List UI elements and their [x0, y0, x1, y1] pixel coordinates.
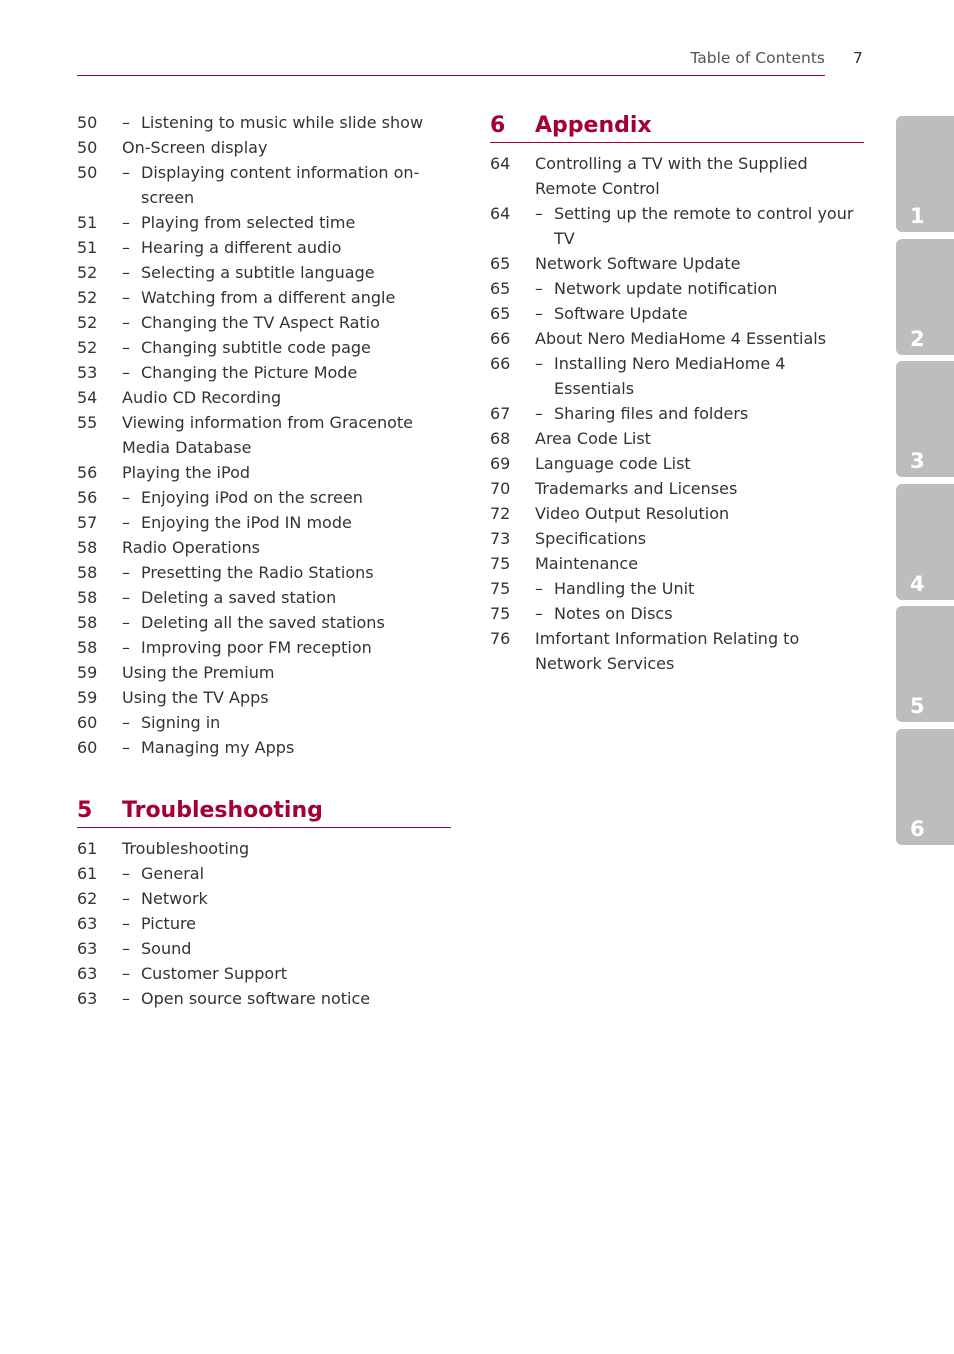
toc-entry-title: [122, 836, 451, 861]
toc-entry-page: 57: [77, 513, 98, 532]
toc-entry-page: 51: [77, 238, 98, 257]
toc-entry-label: Watching from a different angle: [141, 288, 396, 307]
sub-entry-dash: –: [122, 588, 130, 607]
toc-entry-title: [122, 710, 451, 735]
toc-entry-label: Specifications: [535, 529, 647, 548]
toc-entry-page: 51: [77, 213, 98, 232]
toc-entry-label: Installing Nero MediaHome 4 Essentials: [554, 354, 786, 398]
toc-entry-page: 61: [77, 839, 98, 858]
sub-entry-dash: –: [122, 288, 130, 307]
sub-entry-dash: –: [122, 889, 130, 908]
toc-entry-title: [122, 385, 451, 410]
toc-entry-page: 53: [77, 363, 98, 382]
toc-entry-title: [122, 635, 451, 660]
toc-entry-label: Handling the Unit: [554, 579, 695, 598]
toc-entry-page: 67: [490, 404, 511, 423]
toc-entry[interactable]: [77, 936, 451, 961]
toc-entry[interactable]: [77, 861, 451, 886]
toc-entry-page: 64: [490, 204, 511, 223]
toc-entry-page: 73: [490, 529, 511, 548]
toc-entry-page: 75: [490, 554, 511, 573]
toc-entry[interactable]: [77, 660, 451, 685]
toc-entry[interactable]: [77, 235, 451, 260]
toc-entry[interactable]: [77, 710, 451, 735]
toc-entry-label: Maintenance: [535, 554, 639, 573]
sub-entry-dash: –: [535, 404, 543, 423]
toc-entry[interactable]: [77, 535, 451, 560]
toc-entry[interactable]: [490, 276, 864, 301]
toc-entry[interactable]: [77, 485, 451, 510]
toc-entry-page: 58: [77, 613, 98, 632]
toc-entry[interactable]: [490, 626, 864, 676]
toc-entry-title: [535, 451, 864, 476]
toc-entry-label: Displaying content information on-screen: [141, 163, 420, 207]
toc-list-troubleshooting: [77, 836, 451, 1011]
toc-entry[interactable]: [77, 635, 451, 660]
toc-entry[interactable]: [490, 576, 864, 601]
toc-entry[interactable]: [77, 685, 451, 710]
toc-entry-label: Hearing a different audio: [141, 238, 342, 257]
toc-entry-title: [535, 476, 864, 501]
toc-entry[interactable]: [77, 410, 451, 460]
toc-entry-title: [122, 260, 451, 285]
sub-entry-dash: –: [535, 354, 543, 373]
toc-entry[interactable]: [490, 476, 864, 501]
toc-entry-page: 54: [77, 388, 98, 407]
toc-entry[interactable]: [490, 251, 864, 276]
toc-entry-title: [122, 460, 451, 485]
toc-entry[interactable]: [77, 886, 451, 911]
toc-entry-title: [535, 276, 864, 301]
sub-entry-dash: –: [535, 279, 543, 298]
toc-entry-page: 69: [490, 454, 511, 473]
toc-entry-label: Controlling a TV with the Supplied Remote Control: [535, 154, 808, 198]
toc-entry[interactable]: [77, 160, 451, 210]
toc-entry-label: Viewing information from Gracenote Media Database: [122, 413, 414, 457]
toc-entry-page: 56: [77, 488, 98, 507]
toc-entry-label: Listening to music while slide show: [141, 113, 424, 132]
toc-entry[interactable]: [77, 986, 451, 1011]
toc-entry[interactable]: [490, 201, 864, 251]
chapter-tab-1[interactable]: [896, 116, 954, 232]
toc-entry-title: [535, 351, 864, 401]
toc-entry-label: Language code List: [535, 454, 691, 473]
toc-entry-title: [535, 251, 864, 276]
sub-entry-dash: –: [122, 488, 130, 507]
sub-entry-dash: –: [122, 363, 130, 382]
toc-entry-page: 63: [77, 939, 98, 958]
section-5-heading: [77, 798, 451, 828]
toc-entry-page: 64: [490, 154, 511, 173]
toc-entry-page: 56: [77, 463, 98, 482]
toc-entry[interactable]: [77, 735, 451, 760]
toc-entry-title: [122, 510, 451, 535]
toc-entry-title: [535, 601, 864, 626]
toc-entry-page: 58: [77, 563, 98, 582]
chapter-tab-number: 4: [910, 571, 925, 596]
toc-entry-label: Using the TV Apps: [122, 688, 269, 707]
toc-entry-label: Sound: [141, 939, 192, 958]
toc-entry-title: [122, 911, 451, 936]
toc-entry-label: Playing from selected time: [141, 213, 356, 232]
toc-entry-page: 52: [77, 263, 98, 282]
toc-entry-label: About Nero MediaHome 4 Essentials: [535, 329, 827, 348]
sub-entry-dash: –: [122, 238, 130, 257]
toc-entry-title: [122, 660, 451, 685]
toc-entry[interactable]: [77, 360, 451, 385]
toc-entry-label: Customer Support: [141, 964, 288, 983]
sub-entry-dash: –: [535, 604, 543, 623]
toc-entry-label: Managing my Apps: [141, 738, 295, 757]
header-divider: [77, 75, 825, 76]
toc-entry-label: Using the Premium: [122, 663, 275, 682]
section-6-title: Appendix: [535, 113, 652, 138]
sub-entry-dash: –: [122, 213, 130, 232]
toc-entry[interactable]: [490, 551, 864, 576]
toc-entry-page: 50: [77, 138, 98, 157]
toc-entry-label: Deleting a saved station: [141, 588, 337, 607]
toc-entry-label: Changing the Picture Mode: [141, 363, 358, 382]
toc-entry[interactable]: [490, 351, 864, 401]
toc-entry-page: 59: [77, 688, 98, 707]
toc-entry-title: [122, 485, 451, 510]
sub-entry-dash: –: [122, 563, 130, 582]
toc-entry-page: 65: [490, 254, 511, 273]
chapter-tab-number: 3: [910, 449, 925, 473]
toc-entry-page: 63: [77, 989, 98, 1008]
toc-entry[interactable]: [490, 501, 864, 526]
sub-entry-dash: –: [122, 914, 130, 933]
sub-entry-dash: –: [122, 989, 130, 1008]
toc-entry[interactable]: [490, 451, 864, 476]
toc-entry-title: [122, 936, 451, 961]
sub-entry-dash: –: [122, 613, 130, 632]
toc-entry-title: [535, 526, 864, 551]
toc-entry-page: 63: [77, 964, 98, 983]
toc-entry-title: [122, 560, 451, 585]
toc-left-column: [77, 110, 451, 1011]
toc-entry[interactable]: [77, 260, 451, 285]
toc-entry-label: Network Software Update: [535, 254, 741, 273]
toc-entry[interactable]: [490, 151, 864, 201]
chapter-tab-2[interactable]: [896, 239, 954, 355]
toc-entry-title: [122, 685, 451, 710]
sub-entry-dash: –: [122, 738, 130, 757]
toc-entry[interactable]: [77, 335, 451, 360]
toc-entry-page: 72: [490, 504, 511, 523]
sub-entry-dash: –: [122, 263, 130, 282]
toc-entry-page: 61: [77, 864, 98, 883]
toc-entry-title: [122, 360, 451, 385]
toc-entry-label: Picture: [141, 914, 197, 933]
toc-entry-label: Selecting a subtitle language: [141, 263, 375, 282]
toc-entry-title: [122, 210, 451, 235]
toc-entry-label: Troubleshooting: [122, 839, 250, 858]
toc-entry[interactable]: [77, 836, 451, 861]
toc-list-continued: [77, 110, 451, 760]
toc-entry[interactable]: [490, 326, 864, 351]
toc-entry-label: Deleting all the saved stations: [141, 613, 385, 632]
toc-entry-title: [535, 576, 864, 601]
toc-entry-page: 70: [490, 479, 511, 498]
sub-entry-dash: –: [122, 939, 130, 958]
toc-entry-title: [122, 861, 451, 886]
toc-entry-title: [535, 551, 864, 576]
toc-entry[interactable]: [77, 560, 451, 585]
toc-entry[interactable]: [77, 310, 451, 335]
toc-entry[interactable]: [77, 961, 451, 986]
page-number: 7: [853, 49, 863, 67]
toc-right-column: [490, 113, 864, 676]
toc-entry-title: [122, 235, 451, 260]
toc-entry-label: Notes on Discs: [554, 604, 673, 623]
toc-entry-page: 76: [490, 629, 511, 648]
toc-entry-label: Network: [141, 889, 208, 908]
chapter-tab-number: 6: [910, 816, 925, 841]
sub-entry-dash: –: [535, 304, 543, 323]
sub-entry-dash: –: [122, 313, 130, 332]
toc-entry-label: Changing subtitle code page: [141, 338, 371, 357]
sub-entry-dash: –: [122, 864, 130, 883]
toc-entry-title: [122, 735, 451, 760]
toc-entry-page: 75: [490, 579, 511, 598]
sub-entry-dash: –: [122, 713, 130, 732]
toc-entry[interactable]: [490, 526, 864, 551]
sub-entry-dash: –: [122, 964, 130, 983]
toc-entry-page: 63: [77, 914, 98, 933]
toc-entry-title: [122, 610, 451, 635]
toc-entry-title: [122, 310, 451, 335]
toc-entry-page: 60: [77, 713, 98, 732]
toc-entry-title: [535, 201, 864, 251]
toc-entry-title: [535, 626, 864, 676]
chapter-tab-number: 5: [910, 694, 925, 718]
toc-entry-page: 66: [490, 354, 511, 373]
toc-entry[interactable]: [490, 401, 864, 426]
section-6-number: 6: [490, 113, 506, 138]
toc-entry-label: Playing the iPod: [122, 463, 251, 482]
toc-entry[interactable]: [77, 110, 451, 135]
toc-entry[interactable]: [77, 285, 451, 310]
sub-entry-dash: –: [535, 579, 543, 598]
toc-entry-label: Setting up the remote to control your TV: [554, 204, 854, 248]
toc-entry-page: 60: [77, 738, 98, 757]
toc-entry-page: 52: [77, 288, 98, 307]
sub-entry-dash: –: [122, 513, 130, 532]
toc-entry[interactable]: [77, 210, 451, 235]
toc-entry-label: Software Update: [554, 304, 688, 323]
toc-entry-page: 62: [77, 889, 98, 908]
toc-entry-page: 65: [490, 304, 511, 323]
sub-entry-dash: –: [122, 113, 130, 132]
toc-entry-title: [122, 410, 451, 460]
toc-entry-title: [122, 986, 451, 1011]
toc-entry-title: [535, 301, 864, 326]
toc-entry-page: 50: [77, 163, 98, 182]
toc-entry-label: Radio Operations: [122, 538, 261, 557]
toc-entry[interactable]: [77, 510, 451, 535]
sub-entry-dash: –: [122, 338, 130, 357]
chapter-tab-6[interactable]: [896, 729, 954, 845]
toc-entry-label: Enjoying iPod on the screen: [141, 488, 363, 507]
chapter-tab-number: 2: [910, 326, 925, 351]
toc-list-appendix: [490, 151, 864, 676]
toc-entry-page: 52: [77, 338, 98, 357]
toc-entry-title: [122, 961, 451, 986]
toc-entry-label: Area Code List: [535, 429, 651, 448]
section-5-title: Troubleshooting: [122, 798, 323, 823]
toc-entry-page: 66: [490, 329, 511, 348]
toc-entry-page: 75: [490, 604, 511, 623]
toc-entry-label: Imfortant Information Relating to Network Services: [535, 629, 800, 673]
toc-entry[interactable]: [77, 460, 451, 485]
toc-entry-page: 55: [77, 413, 98, 432]
toc-entry-label: Open source software notice: [141, 989, 371, 1008]
toc-entry-title: [535, 501, 864, 526]
toc-entry-title: [122, 110, 451, 135]
toc-entry[interactable]: [77, 911, 451, 936]
toc-entry-title: [122, 160, 451, 210]
toc-entry[interactable]: [77, 585, 451, 610]
toc-entry-page: 59: [77, 663, 98, 682]
toc-entry-title: [535, 426, 864, 451]
toc-entry-title: [122, 135, 451, 160]
toc-entry-label: Changing the TV Aspect Ratio: [141, 313, 380, 332]
toc-entry-title: [122, 886, 451, 911]
toc-entry-title: [122, 535, 451, 560]
sub-entry-dash: –: [122, 638, 130, 657]
chapter-tabs: [896, 116, 954, 851]
toc-entry[interactable]: [77, 610, 451, 635]
chapter-tab-4[interactable]: [896, 484, 954, 600]
toc-entry-label: On-Screen display: [122, 138, 268, 157]
toc-entry-page: 58: [77, 638, 98, 657]
toc-entry-title: [122, 335, 451, 360]
toc-entry-label: Enjoying the iPod IN mode: [141, 513, 352, 532]
chapter-tab-5[interactable]: [896, 606, 954, 722]
toc-entry-label: Improving poor FM reception: [141, 638, 372, 657]
toc-entry[interactable]: [490, 601, 864, 626]
toc-entry[interactable]: [77, 385, 451, 410]
sub-entry-dash: –: [122, 163, 130, 182]
toc-entry-title: [535, 151, 864, 201]
toc-entry-title: [122, 585, 451, 610]
toc-entry-label: Signing in: [141, 713, 221, 732]
toc-entry-title: [535, 401, 864, 426]
chapter-tab-number: 1: [910, 204, 925, 228]
toc-entry-page: 52: [77, 313, 98, 332]
toc-entry-label: Video Output Resolution: [535, 504, 730, 523]
toc-entry-page: 58: [77, 588, 98, 607]
toc-entry-label: Network update notification: [554, 279, 778, 298]
section-5-number: 5: [77, 798, 93, 823]
toc-entry-label: Sharing files and folders: [554, 404, 749, 423]
toc-entry-label: General: [141, 864, 205, 883]
toc-entry[interactable]: [77, 135, 451, 160]
toc-entry[interactable]: [490, 426, 864, 451]
toc-entry[interactable]: [490, 301, 864, 326]
sub-entry-dash: –: [535, 204, 543, 223]
toc-entry-label: Audio CD Recording: [122, 388, 282, 407]
section-6-heading: [490, 113, 864, 143]
toc-entry-page: 50: [77, 113, 98, 132]
toc-entry-page: 58: [77, 538, 98, 557]
toc-entry-title: [535, 326, 864, 351]
toc-entry-page: 65: [490, 279, 511, 298]
toc-entry-title: [122, 285, 451, 310]
chapter-tab-3[interactable]: [896, 361, 954, 477]
running-header-title: Table of Contents: [690, 49, 825, 67]
toc-entry-page: 68: [490, 429, 511, 448]
toc-entry-label: Trademarks and Licenses: [535, 479, 738, 498]
toc-entry-label: Presetting the Radio Stations: [141, 563, 374, 582]
